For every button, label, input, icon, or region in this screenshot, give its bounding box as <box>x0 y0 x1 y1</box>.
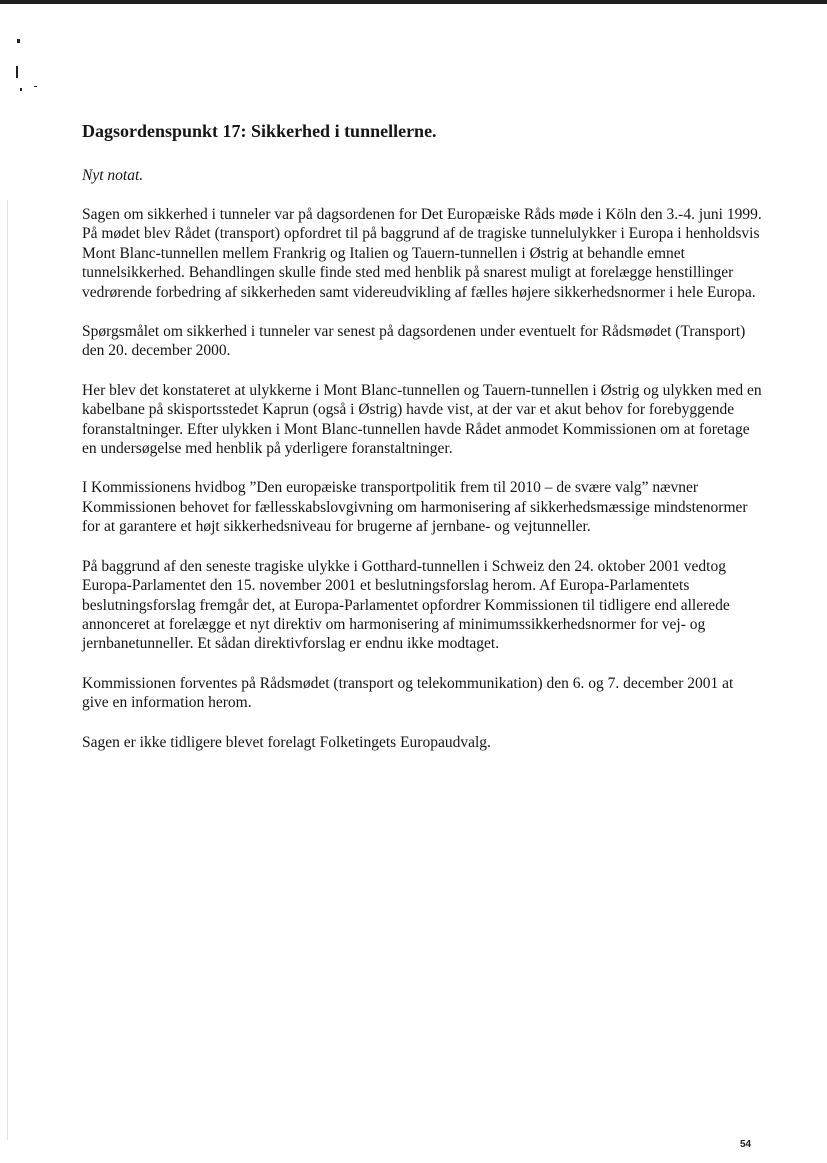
paragraph-3: Her blev det konstateret at ulykkerne i Mont Blanc-tunnellen og Tauern-tunnellen i Østrig og ulykken med en kabelbane på skisportsstedet Kaprun (også i Østrig) havde vist, at der var et akut behov for forebyggende foranstaltninger. Efter ulykken i Mont Blanc-tunnellen havde Rådet anmodet Kommissionen om at foretage en undersøgelse med henblik på yderligere foranstaltninger. <box>82 381 762 458</box>
scan-speck <box>16 66 18 78</box>
paragraph-1: Sagen om sikkerhed i tunneler var på dagsordenen for Det Europæiske Råds møde i Köln den 3.-4. juni 1999. På mødet blev Rådet (transport) opfordret til på baggrund af de tragiske tunnelulykker i Europa i henholdsvis Mont Blanc-tunnellen mellem Frankrig og Italien og Tauern-tunnellen i Østrig at behandle emnet tunnelsikkerhed. Behandlingen skulle finde sted med henblik på snarest muligt at forelægge henstillinger vedrørende forbedring af sikkerheden samt videreudvikling af fælles højere sikkerhedsnormer i hele Europa. <box>82 206 762 301</box>
note-subtitle: Nyt notat. <box>82 167 144 184</box>
scan-edge-line <box>7 200 8 1140</box>
document-body <box>82 119 762 772</box>
scan-speck <box>20 88 22 91</box>
scan-speck <box>17 39 20 43</box>
paragraph-4: I Kommissionens hvidbog ”Den europæiske transportpolitik frem til 2010 – de svære valg” nævner Kommissionen behovet for fællesskabslovgivning om harmonisering af sikkerhedsmæssige mindstenormer for at garantere et højt sikkerhedsniveau for brugerne af jernbane- og vejtunneller. <box>82 479 748 536</box>
page-number: 54 <box>740 1139 752 1150</box>
paragraph-2: Spørgsmålet om sikkerhed i tunneler var senest på dagsordenen under eventuelt for Rådsmødet (Transport) den 20. december 2000. <box>82 323 746 360</box>
paragraph-7: Sagen er ikke tidligere blevet forelagt Folketingets Europaudvalg. <box>82 733 491 751</box>
agenda-item-title: Dagsordenspunkt 17: Sikkerhed i tunnellerne. <box>82 121 437 141</box>
scan-speck <box>34 86 37 87</box>
paragraph-6: Kommissionen forventes på Rådsmødet (transport og telekommunikation) den 6. og 7. december 2001 at give en information herom. <box>82 674 734 712</box>
paragraph-5: På baggrund af den seneste tragiske ulykke i Gotthard-tunnellen i Schweiz den 24. oktober 2001 vedtog Europa-Parlamentet den 15. november 2001 et beslutningsforslag herom. Af Europa-Parlamentets beslutningsforslag fremgår det, at Europa-Parlamentet opfordrer Kommissionen til tidligere end allerede annonceret at forelægge et nyt direktiv om harmonisering af minimumssikkerhedsnormer for vej- og jernbanetunneller. Et sådan direktivforslag er endnu ikke modtaget. <box>82 557 730 653</box>
scan-top-rule <box>0 0 827 4</box>
